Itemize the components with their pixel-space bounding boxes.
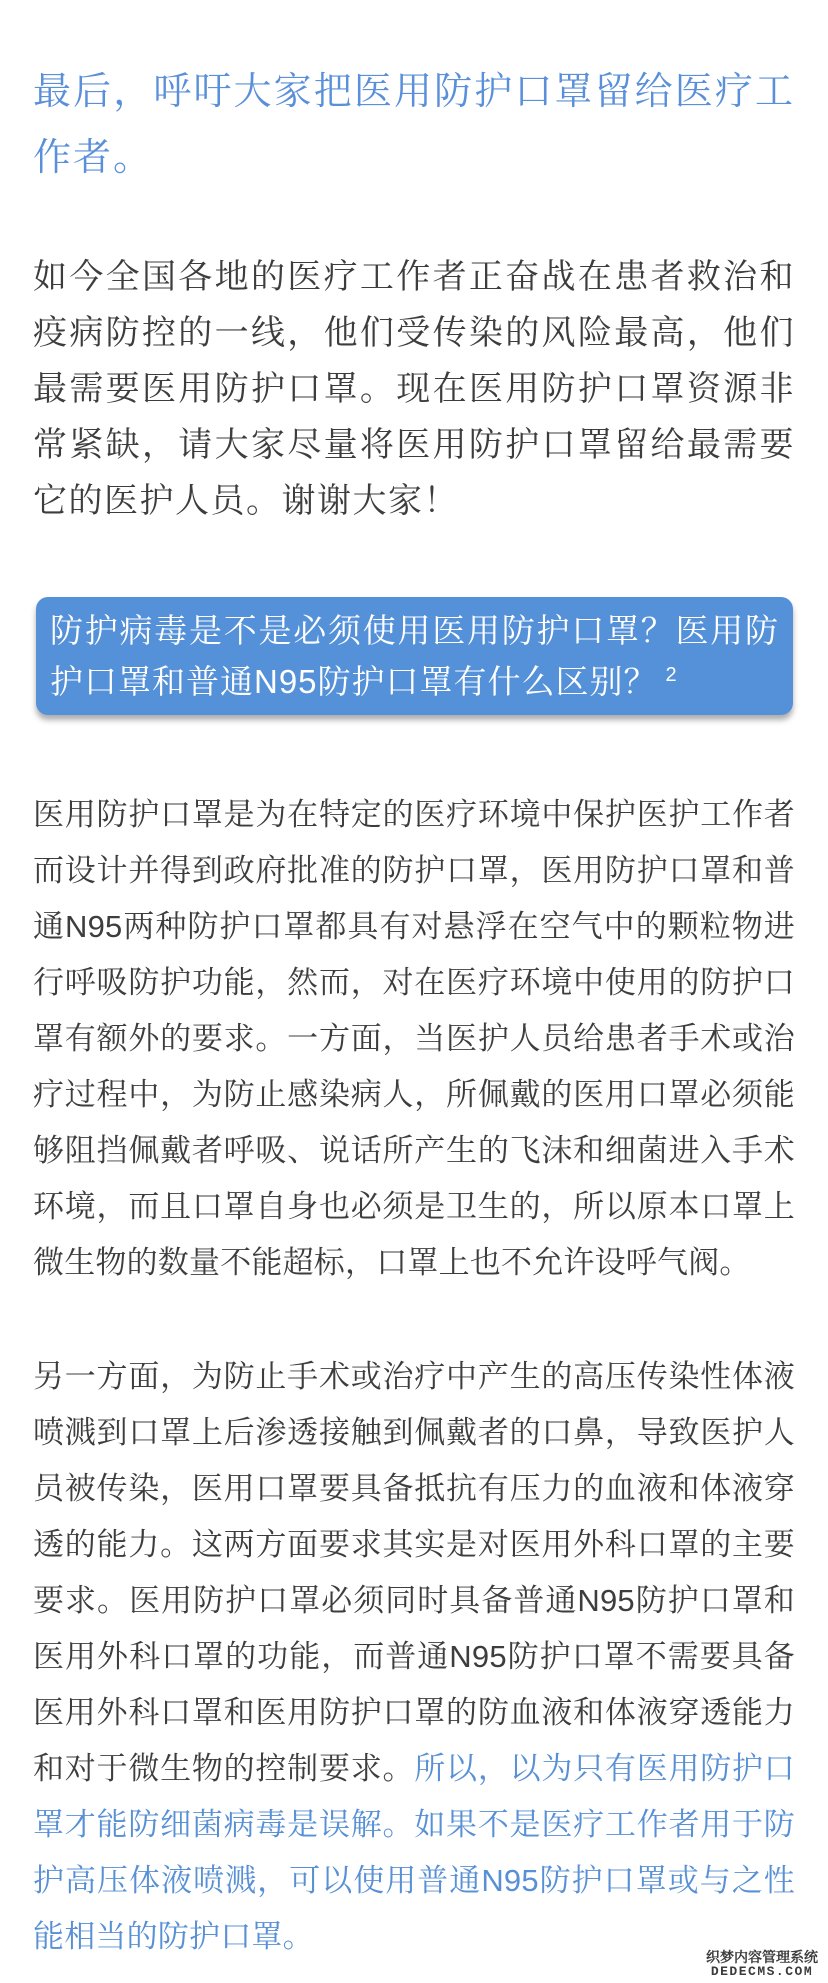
- question-footnote-superscript: 2: [665, 664, 677, 686]
- question-text: 防护病毒是不是必须使用医用防护口罩？医用防护口罩和普通N95防护口罩有什么区别？: [50, 612, 779, 700]
- paragraph3-blue-highlight-text: 所以，以为只有医用防护口罩才能防细菌病毒是误解。如果不是医疗工作者用于防护高压体液喷溅，可以使用普通N95防护口罩或与之性能相当的防护口罩。: [33, 1751, 795, 1954]
- question-highlight-box: [36, 597, 793, 715]
- paragraph-appeal: 如今全国各地的医疗工作者正奋战在患者救治和疫病防控的一线，他们受传染的风险最高，他们最需要医用防护口罩。现在医用防护口罩资源非常紧缺，请大家尽量将医用防护口罩留给最需要它的医护人员。谢谢大家！: [33, 258, 795, 520]
- paragraph3-black-text: 另一方面，为防止手术或治疗中产生的高压传染性体液喷溅到口罩上后渗透接触到佩戴者的口鼻，导致医护人员被传染，医用口罩要具备抵抗有压力的血液和体液穿透的能力。这两方面要求其实是对医用外科口罩的主要要求。医用防护口罩必须同时具备普通N95防护口罩和医用外科口罩的功能，而普通N95防护口罩不需要具备医用外科口罩和医用防护口罩的防血液和体液穿透能力和对于微生物的控制要求。: [33, 1359, 795, 1786]
- paragraph-surgical-mask-requirements: [33, 1349, 795, 1965]
- watermark-chinese-line: 织梦内容管理系统: [706, 1949, 818, 1965]
- dedecms-watermark: [706, 1950, 818, 1979]
- watermark-domain-line: DEDECMS.COM: [710, 1964, 814, 1979]
- paragraph-medical-mask-design: 医用防护口罩是为在特定的医疗环境中保护医护工作者而设计并得到政府批准的防护口罩，医用防护口罩和普通N95两种防护口罩都具有对悬浮在空气中的颗粒物进行呼吸防护功能，然而，对在医疗环境中使用的防护口罩有额外的要求。一方面，当医护人员给患者手术或治疗过程中，为防止感染病人，所佩戴的医用口罩必须能够阻挡佩戴者呼吸、说话所产生的飞沫和细菌进入手术环境，而且口罩自身也必须是卫生的，所以原本口罩上微生物的数量不能超标，口罩上也不允许设呼气阀。: [33, 797, 795, 1280]
- article-heading: 最后，呼吁大家把医用防护口罩留给医疗工作者。: [33, 71, 795, 179]
